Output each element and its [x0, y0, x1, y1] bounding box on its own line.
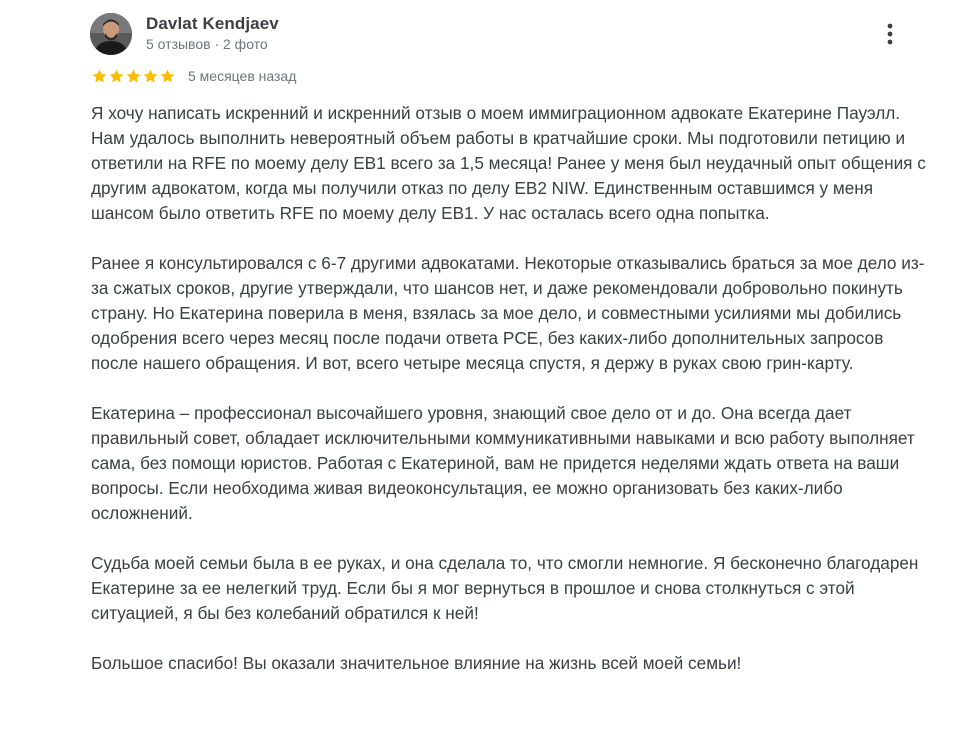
star-rating [91, 68, 176, 85]
review-paragraph: Судьба моей семьи была в ее руках, и она сделала то, что смогли немногие. Я бесконечно благодарен Екатерине за ее нелегкий труд. Если бы я мог вернуться в прошлое и снова столкнуться с этой ситуацией, я бы без колебаний обратился к ней! [91, 553, 919, 623]
review-paragraph: Екатерина – профессионал высочайшего уровня, знающий свое дело от и до. Она всегда дает правильный совет, обладает исключительными коммуникативными навыками и всю работу выполняет сама, без помощи юристов. Работая с Екатериной, вам не придется неделями ждать ответа на ваши вопросы. Если необходима живая видеоконсультация, ее можно организовать без каких-либо осложнений. [91, 403, 915, 523]
star-icon [159, 68, 176, 85]
more-options-button[interactable] [874, 18, 906, 50]
vertical-dots-icon [887, 23, 893, 45]
star-icon [142, 68, 159, 85]
star-icon [108, 68, 125, 85]
review-date: 5 месяцев назад [188, 68, 297, 84]
review-text [91, 101, 931, 676]
rating-row [91, 66, 296, 86]
user-photo-icon [90, 13, 132, 55]
star-icon [91, 68, 108, 85]
review-paragraph: Я хочу написать искренний и искренний отзыв о моем иммиграционном адвокате Екатерине Пауэлл. Нам удалось выполнить невероятный объем работы в кратчайшие сроки. Мы подготовили петицию и ответили на RFE по моему делу EB1 всего за 1,5 месяца! Ранее у меня был неудачный опыт общения с другим адвокатом, когда мы получили отказ по делу EB2 NIW. Единственным оставшимся у меня шансом было ответить RFE по моему делу EB1. У нас осталась всего одна попытка. [91, 103, 926, 223]
avatar[interactable] [90, 13, 132, 55]
review-paragraph: Большое спасибо! Вы оказали значительное влияние на жизнь всей моей семьи! [91, 653, 742, 673]
star-icon [125, 68, 142, 85]
review-paragraph: Ранее я консультировался с 6-7 другими адвокатами. Некоторые отказывались браться за мое дело из-за сжатых сроков, другие утверждали, что шансов нет, и даже рекомендовали добровольно покинуть страну. Но Екатерина поверила в меня, взялась за мое дело, и совместными усилиями мы добились одобрения всего через месяц после подачи ответа PCE, без каких-либо дополнительных запросов после нашего обращения. И вот, всего четыре месяца спустя, я держу в руках свою грин-карту. [91, 253, 925, 373]
author-meta: 5 отзывов · 2 фото [146, 36, 268, 52]
author-name[interactable]: Davlat Kendjaev [146, 14, 279, 33]
